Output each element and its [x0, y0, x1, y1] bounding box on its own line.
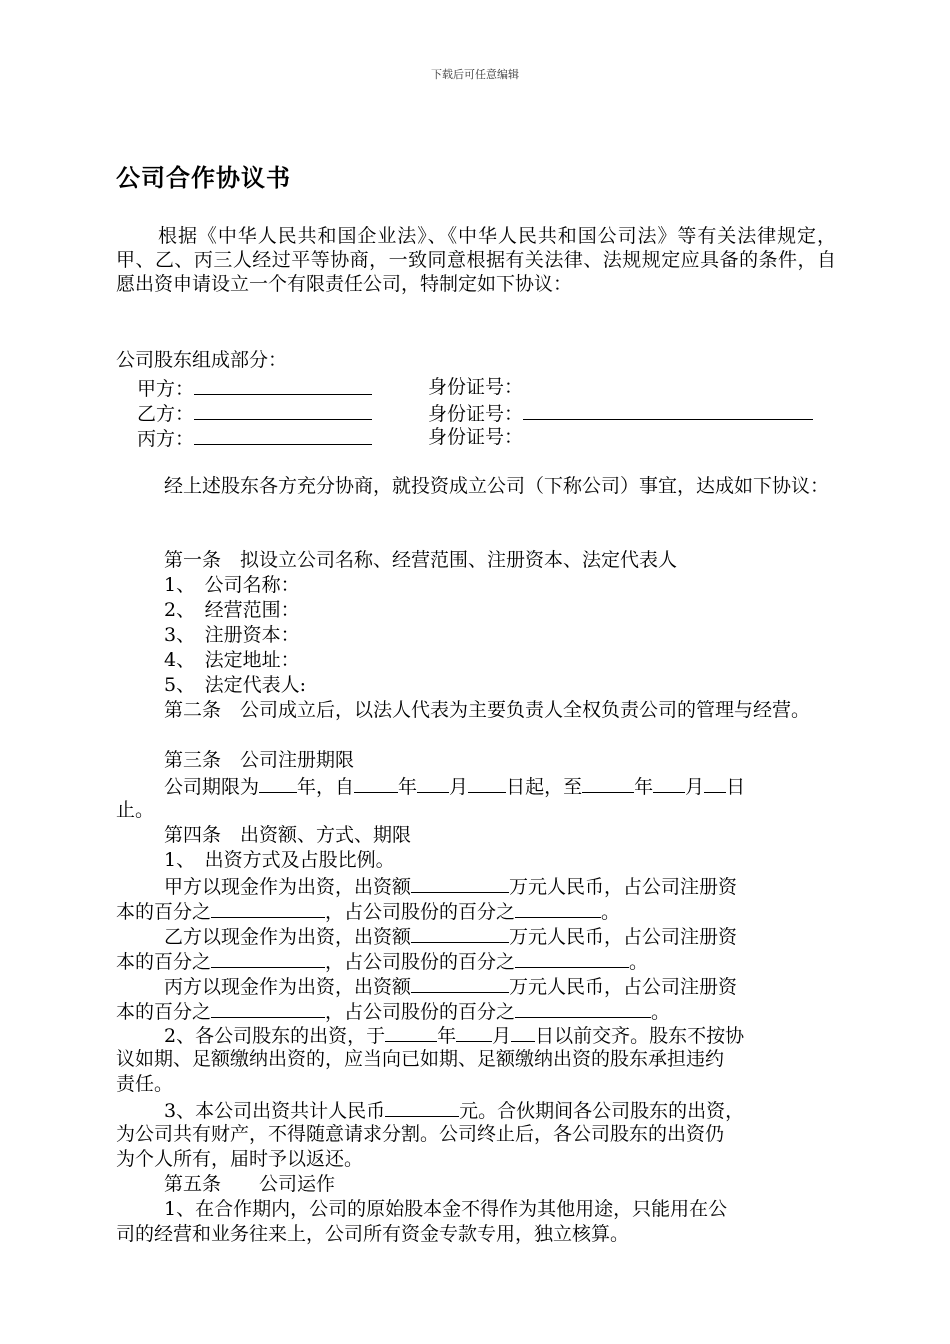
party-c-contribution-line1: [164, 973, 737, 999]
party-a-contribution-text: 甲方以现金作为出资，出资额: [164, 876, 412, 898]
party-c-contribution-text: 丙方以现金作为出资，出资额: [164, 976, 412, 998]
party-c-blank: [194, 425, 372, 445]
article3-term-line: [164, 773, 745, 799]
party-b-percent-text: 本的百分之: [116, 951, 212, 973]
party-b-contribution-text-2: 万元人民币，占公司注册资: [509, 926, 738, 948]
party-b-amount-blank: [411, 923, 509, 943]
party-a-amount-blank: [411, 873, 509, 893]
party-a-row: [137, 375, 372, 401]
end-day-blank: [704, 773, 726, 793]
party-a-end: 。: [601, 901, 621, 923]
party-a-label: 甲方：: [137, 378, 195, 400]
party-b-contribution-text: 乙方以现金作为出资，出资额: [164, 926, 412, 948]
party-b-contribution-line2: [116, 948, 648, 974]
article4-item2-line1: [164, 1022, 744, 1048]
item3-text-1: 3、本公司出资共计人民币: [164, 1100, 386, 1122]
article3-text-1: 公司期限为: [164, 776, 260, 798]
party-c-amount-blank: [411, 973, 509, 993]
article3-title: 第三条 公司注册期限: [164, 749, 355, 771]
article3-text-7: 月: [685, 776, 705, 798]
article3-text-5: 日起，至: [506, 776, 583, 798]
party-a-blank: [194, 375, 372, 395]
article1-item-1: 1、 公司名称：: [164, 574, 300, 596]
start-year-blank: [354, 773, 398, 793]
article4-item2-line2: 议如期、足额缴纳出资的，应当向已如期、足额缴纳出资的股东承担违约: [116, 1048, 725, 1070]
shareholders-heading: 公司股东组成部分：: [116, 349, 288, 371]
page-header: 下载后可任意编辑: [431, 68, 519, 81]
party-b-end: 。: [629, 951, 649, 973]
intro-paragraph: 根据《中华人民共和国企业法》、《中华人民共和国公司法》等有关法律规定，甲、乙、丙三人经过平等协商，一致同意根据有关法律、法规规定应具备的条件，自愿出资申请设立一个有限责任公司，特制定如下协议：: [116, 225, 836, 295]
party-c-contribution-line2: [116, 998, 670, 1024]
party-a-share-text: ，占公司股份的百分之: [325, 901, 516, 923]
article5-item1-line1: 1、在合作期内，公司的原始股本金不得作为其他用途，只能用在公: [164, 1198, 728, 1220]
party-c-label: 丙方：: [137, 428, 195, 450]
total-capital-blank: [385, 1097, 459, 1117]
party-a-id-label: 身份证号：: [428, 376, 524, 398]
party-b-row: [137, 400, 372, 426]
article3-text-8: 日: [726, 776, 746, 798]
party-b-share-percent-blank: [515, 948, 629, 968]
article1-item-3: 3、 注册资本：: [164, 624, 300, 646]
party-b-id-label: 身份证号：: [428, 403, 524, 425]
deadline-month-blank: [456, 1022, 492, 1042]
party-b-contribution-line1: [164, 923, 737, 949]
article5-item1-line2: 司的经营和业务往来上，公司所有资金专款专用，独立核算。: [116, 1223, 630, 1245]
agreement-intro: 经上述股东各方充分协商，就投资成立公司（下称公司）事宜，达成如下协议：: [164, 475, 830, 497]
article3-end: 止。: [116, 799, 155, 821]
article4-item3-line3: 为个人所有，届时予以返还。: [116, 1148, 364, 1170]
party-c-row: [137, 425, 372, 451]
party-b-capital-percent-blank: [211, 948, 325, 968]
document-title: 公司合作协议书: [116, 164, 291, 192]
deadline-day-blank: [511, 1022, 535, 1042]
party-a-percent-text: 本的百分之: [116, 901, 212, 923]
end-month-blank: [653, 773, 685, 793]
end-year-blank: [582, 773, 634, 793]
article1-item-2: 2、 经营范围：: [164, 599, 300, 621]
party-b-label: 乙方：: [137, 403, 195, 425]
start-day-blank: [468, 773, 506, 793]
party-a-contribution-line1: [164, 873, 737, 899]
party-c-share-text: ，占公司股份的百分之: [325, 1001, 516, 1023]
article1-item-5: 5、 法定代表人:: [164, 674, 306, 696]
item3-text-2: 元。合伙期间各公司股东的出资，: [459, 1100, 745, 1122]
item2-text-4: 日以前交齐。股东不按协: [535, 1025, 745, 1047]
party-a-capital-percent-blank: [211, 898, 325, 918]
article5-title: 第五条 公司运作: [164, 1173, 336, 1195]
item2-text-1: 2、各公司股东的出资，于: [164, 1025, 386, 1047]
party-a-contribution-text-2: 万元人民币，占公司注册资: [509, 876, 738, 898]
term-years-blank: [259, 773, 297, 793]
party-c-id-label: 身份证号：: [428, 426, 524, 448]
party-c-percent-text: 本的百分之: [116, 1001, 212, 1023]
article4-item3-line1: [164, 1097, 744, 1123]
article4-item1: 1、 出资方式及占股比例。: [164, 849, 395, 871]
article1-title: 第一条 拟设立公司名称、经营范围、注册资本、法定代表人: [164, 549, 678, 571]
article2: 第二条 公司成立后，以法人代表为主要负责人全权负责公司的管理与经营。: [164, 699, 811, 721]
article3-text-3: 年: [398, 776, 418, 798]
party-c-share-percent-blank: [515, 998, 651, 1018]
party-a-contribution-line2: [116, 898, 620, 924]
deadline-year-blank: [385, 1022, 437, 1042]
article4-item3-line2: 为公司共有财产，不得随意请求分割。公司终止后，各公司股东的出资仍: [116, 1123, 725, 1145]
item2-text-3: 月: [492, 1025, 512, 1047]
article3-text-2: 年，自: [297, 776, 355, 798]
party-c-contribution-text-2: 万元人民币，占公司注册资: [509, 976, 738, 998]
article3-text-4: 月: [449, 776, 469, 798]
start-month-blank: [417, 773, 449, 793]
article4-item2-line3: 责任。: [116, 1073, 174, 1095]
item2-text-2: 年: [437, 1025, 457, 1047]
party-c-capital-percent-blank: [211, 998, 325, 1018]
article1-item-4: 4、 法定地址：: [164, 649, 300, 671]
article4-title: 第四条 出资额、方式、期限: [164, 824, 412, 846]
article3-text-6: 年: [634, 776, 654, 798]
party-b-id-blank: [523, 400, 813, 420]
party-b-id-row: [428, 400, 813, 426]
party-b-share-text: ，占公司股份的百分之: [325, 951, 516, 973]
party-b-blank: [194, 400, 372, 420]
party-c-end: 。: [651, 1001, 671, 1023]
party-a-share-percent-blank: [515, 898, 601, 918]
